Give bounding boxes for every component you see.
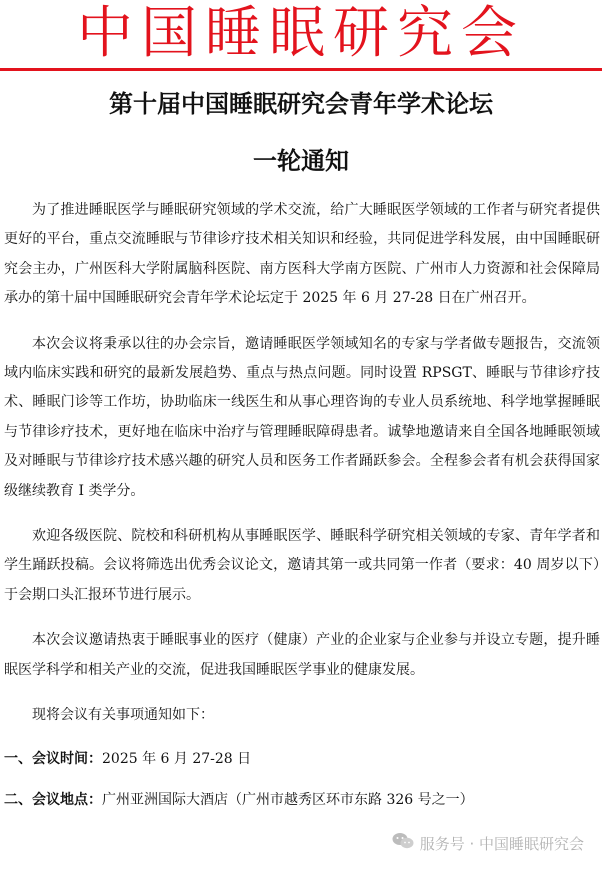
red-rule-divider	[0, 68, 602, 71]
paragraph-intro: 为了推进睡眠医学与睡眠研究领域的学术交流，给广大睡眠医学领域的工作者与研究者提供更好的平台，重点交流睡眠与节律诊疗技术相关知识和经验，共同促进学科发展，由中国睡眠研究会主办，广州医科大学附属脑科医院、南方医科大学南方医院、广州市人力资源和社会保障局承办的第十届中国睡眠研究会青年学术论坛定于 2025 年 6 月 27-28 日在广州召开。	[4, 202, 600, 307]
meeting-venue-label: 二、会议地点：	[4, 791, 102, 808]
letterhead	[0, 0, 602, 72]
org-name-heading: 中国睡眠研究会	[77, 1, 525, 66]
paragraph-notice-intro: 现将会议有关事项通知如下：	[32, 707, 214, 724]
paragraph-program: 本次会议将秉承以往的办会宗旨，邀请睡眠医学领域知名的专家与学者做专题报告，交流领域内临床实践和研究的最新发展趋势、重点与热点问题。同时设置 RPSGT、睡眠与节律诊疗技术、睡眠门诊等工作坊，协助临床一线医生和从事心理咨询的专业人员系统地、科学地掌握睡眠与节律诊疗技术，更好地在临床中治疗与管理睡眠障碍患者。诚挚地邀请来自全国各地睡眠领域及对睡眠与节律诊疗技术感兴趣的研究人员和医务工作者踊跃参会。全程参会者有机会获得国家级继续教育 I 类学分。	[4, 335, 600, 499]
notice-body	[4, 196, 600, 827]
document-subtitle: 一轮通知	[253, 146, 349, 175]
paragraph-call-for-papers: 欢迎各级医院、院校和科研机构从事睡眠医学、睡眠科学研究相关领域的专家、青年学者和学生踊跃投稿。会议将筛选出优秀会议论文，邀请其第一或共同第一作者（要求：40 周岁以下）于会期口头汇报环节进行展示。	[4, 528, 600, 603]
wechat-watermark	[392, 832, 584, 854]
paragraph-sponsorship: 本次会议邀请热衷于睡眠事业的医疗（健康）产业的企业家与企业参与并设立专题，提升睡眠医学科学和相关产业的交流，促进我国睡眠医学事业的健康发展。	[4, 632, 600, 678]
meeting-time-item	[4, 745, 600, 774]
meeting-venue-value: 广州亚洲国际大酒店（广州市越秀区环市东路 326 号之一）	[102, 791, 474, 808]
meeting-time-value: 2025 年 6 月 27-28 日	[102, 750, 252, 767]
watermark-text: 服务号 · 中国睡眠研究会	[419, 834, 584, 853]
document-title: 第十届中国睡眠研究会青年学术论坛	[109, 89, 493, 118]
meeting-venue-item	[4, 786, 600, 815]
wechat-icon	[392, 832, 414, 854]
meeting-time-label: 一、会议时间：	[4, 750, 102, 767]
